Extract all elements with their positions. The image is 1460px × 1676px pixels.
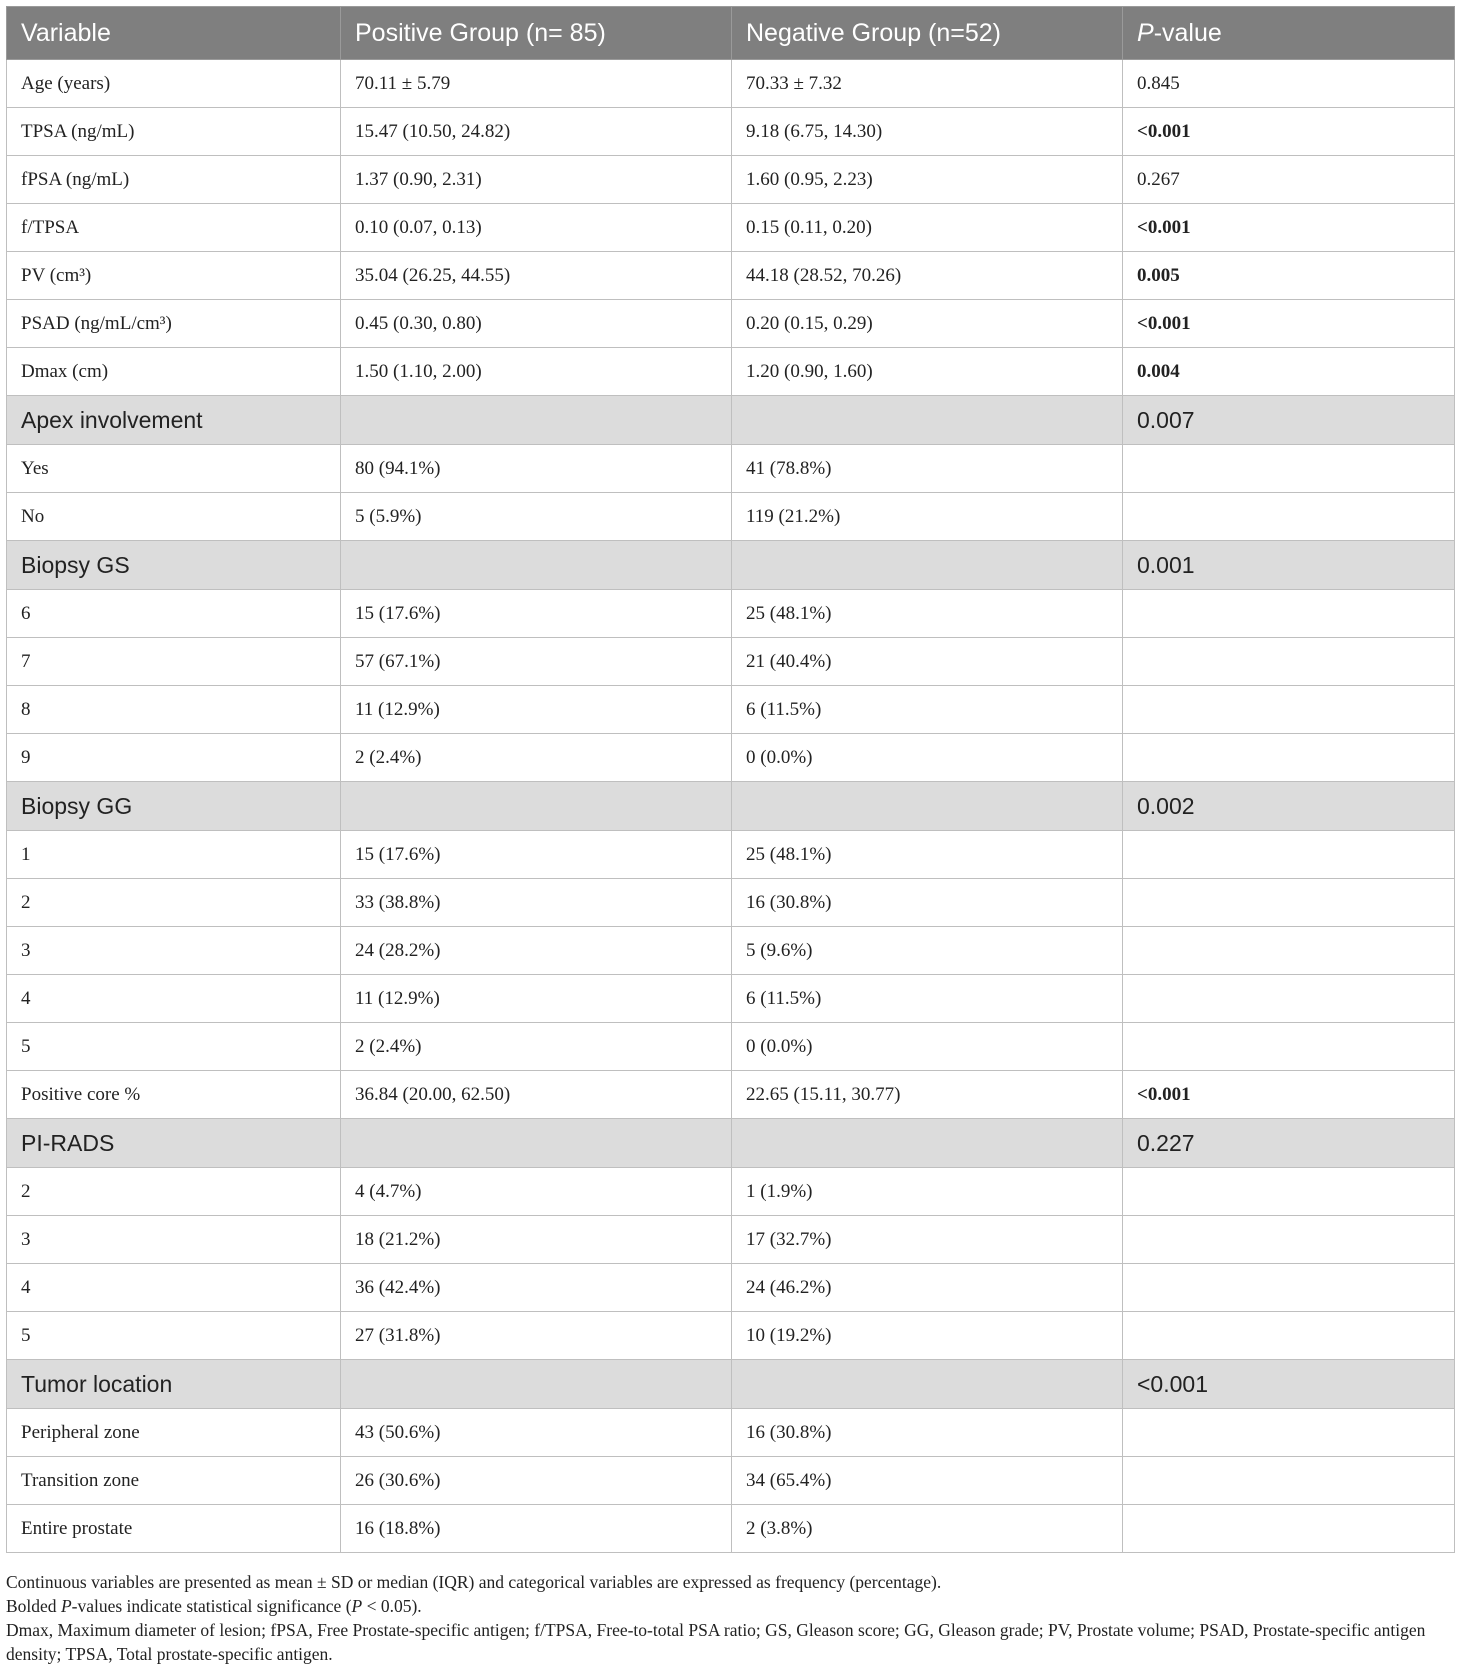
cell-negative: 1 (1.9%) bbox=[732, 1168, 1123, 1216]
header-positive-group: Positive Group (n= 85) bbox=[341, 7, 732, 60]
cell-positive: 0.10 (0.07, 0.13) bbox=[341, 204, 732, 252]
results-table bbox=[6, 6, 1455, 1553]
cell-negative: 16 (30.8%) bbox=[732, 879, 1123, 927]
table-row bbox=[7, 493, 1455, 541]
cell-positive bbox=[341, 396, 732, 445]
cell-positive: 1.37 (0.90, 2.31) bbox=[341, 156, 732, 204]
cell-negative: 10 (19.2%) bbox=[732, 1312, 1123, 1360]
cell-positive bbox=[341, 541, 732, 590]
cell-positive: 35.04 (26.25, 44.55) bbox=[341, 252, 732, 300]
cell-positive: 33 (38.8%) bbox=[341, 879, 732, 927]
cell-variable: 9 bbox=[7, 734, 341, 782]
cell-variable: TPSA (ng/mL) bbox=[7, 108, 341, 156]
cell-positive: 4 (4.7%) bbox=[341, 1168, 732, 1216]
table-row bbox=[7, 1168, 1455, 1216]
table-row bbox=[7, 108, 1455, 156]
cell-negative bbox=[732, 1360, 1123, 1409]
table-row bbox=[7, 1023, 1455, 1071]
footnote-1: Continuous variables are presented as mean ± SD or median (IQR) and categorical variables are expressed as frequency (percentage). bbox=[6, 1572, 942, 1592]
section-p-value: 0.007 bbox=[1123, 396, 1455, 445]
cell-negative: 6 (11.5%) bbox=[732, 686, 1123, 734]
section-p-value: 0.227 bbox=[1123, 1119, 1455, 1168]
cell-p-value: <0.001 bbox=[1123, 108, 1455, 156]
cell-variable: 4 bbox=[7, 1264, 341, 1312]
cell-positive: 24 (28.2%) bbox=[341, 927, 732, 975]
footnote-2-mid: -values indicate statistical significance ( bbox=[71, 1596, 352, 1616]
cell-negative: 17 (32.7%) bbox=[732, 1216, 1123, 1264]
cell-positive: 15.47 (10.50, 24.82) bbox=[341, 108, 732, 156]
cell-variable: Dmax (cm) bbox=[7, 348, 341, 396]
cell-positive: 5 (5.9%) bbox=[341, 493, 732, 541]
cell-variable: 5 bbox=[7, 1023, 341, 1071]
cell-variable: 2 bbox=[7, 879, 341, 927]
cell-negative bbox=[732, 396, 1123, 445]
cell-variable: PSAD (ng/mL/cm³) bbox=[7, 300, 341, 348]
cell-positive: 18 (21.2%) bbox=[341, 1216, 732, 1264]
cell-negative: 0.15 (0.11, 0.20) bbox=[732, 204, 1123, 252]
cell-variable: 4 bbox=[7, 975, 341, 1023]
cell-negative: 1.20 (0.90, 1.60) bbox=[732, 348, 1123, 396]
cell-p-value bbox=[1123, 831, 1455, 879]
table-row bbox=[7, 1264, 1455, 1312]
table-row bbox=[7, 252, 1455, 300]
section-row-pi-rads bbox=[7, 1119, 1455, 1168]
table-row bbox=[7, 638, 1455, 686]
table-row bbox=[7, 590, 1455, 638]
cell-variable: PV (cm³) bbox=[7, 252, 341, 300]
header-p-value bbox=[1123, 7, 1455, 60]
cell-positive: 11 (12.9%) bbox=[341, 975, 732, 1023]
cell-variable: fPSA (ng/mL) bbox=[7, 156, 341, 204]
cell-p-value bbox=[1123, 879, 1455, 927]
cell-negative: 0.20 (0.15, 0.29) bbox=[732, 300, 1123, 348]
cell-positive: 27 (31.8%) bbox=[341, 1312, 732, 1360]
footnote-2-p: P bbox=[60, 1596, 72, 1616]
cell-variable: Peripheral zone bbox=[7, 1409, 341, 1457]
section-label: PI-RADS bbox=[7, 1119, 341, 1168]
cell-p-value: 0.005 bbox=[1123, 252, 1455, 300]
section-p-value: 0.002 bbox=[1123, 782, 1455, 831]
table-row bbox=[7, 445, 1455, 493]
cell-negative: 5 (9.6%) bbox=[732, 927, 1123, 975]
cell-negative: 41 (78.8%) bbox=[732, 445, 1123, 493]
cell-negative: 1.60 (0.95, 2.23) bbox=[732, 156, 1123, 204]
cell-negative bbox=[732, 782, 1123, 831]
cell-p-value bbox=[1123, 1023, 1455, 1071]
cell-positive: 26 (30.6%) bbox=[341, 1457, 732, 1505]
cell-p-value bbox=[1123, 927, 1455, 975]
cell-p-value bbox=[1123, 493, 1455, 541]
cell-positive: 2 (2.4%) bbox=[341, 734, 732, 782]
cell-variable: Transition zone bbox=[7, 1457, 341, 1505]
cell-variable: 2 bbox=[7, 1168, 341, 1216]
table-row bbox=[7, 204, 1455, 252]
table-row bbox=[7, 686, 1455, 734]
table-row bbox=[7, 1505, 1455, 1553]
cell-variable: f/TPSA bbox=[7, 204, 341, 252]
table-row bbox=[7, 1071, 1455, 1119]
cell-positive: 2 (2.4%) bbox=[341, 1023, 732, 1071]
cell-negative bbox=[732, 541, 1123, 590]
cell-positive bbox=[341, 1360, 732, 1409]
cell-negative: 34 (65.4%) bbox=[732, 1457, 1123, 1505]
footnote-2-pre: Bolded bbox=[6, 1596, 61, 1616]
cell-positive: 1.50 (1.10, 2.00) bbox=[341, 348, 732, 396]
cell-negative: 22.65 (15.11, 30.77) bbox=[732, 1071, 1123, 1119]
section-p-value: <0.001 bbox=[1123, 1360, 1455, 1409]
cell-negative: 21 (40.4%) bbox=[732, 638, 1123, 686]
cell-p-value: 0.845 bbox=[1123, 60, 1455, 108]
cell-variable: 3 bbox=[7, 927, 341, 975]
cell-p-value bbox=[1123, 1264, 1455, 1312]
cell-variable: 5 bbox=[7, 1312, 341, 1360]
header-p-rest: -value bbox=[1153, 18, 1222, 47]
cell-p-value: 0.004 bbox=[1123, 348, 1455, 396]
cell-positive: 36.84 (20.00, 62.50) bbox=[341, 1071, 732, 1119]
cell-p-value: 0.267 bbox=[1123, 156, 1455, 204]
cell-p-value bbox=[1123, 1312, 1455, 1360]
table-header-row bbox=[7, 7, 1455, 60]
cell-p-value bbox=[1123, 734, 1455, 782]
cell-positive: 36 (42.4%) bbox=[341, 1264, 732, 1312]
cell-p-value bbox=[1123, 590, 1455, 638]
footnote-3: Dmax, Maximum diameter of lesion; fPSA, Free Prostate-specific antigen; f/TPSA, Free-to-total PSA ratio; GS, Gleason score; GG, Gleason grade; PV, Prostate volume; PSAD, Prostate-specific antigen density; TPSA, Total prostate-specific antigen. bbox=[6, 1620, 1426, 1664]
section-label: Biopsy GS bbox=[7, 541, 341, 590]
footnote-2-p2: P bbox=[351, 1596, 363, 1616]
section-label: Biopsy GG bbox=[7, 782, 341, 831]
cell-negative: 24 (46.2%) bbox=[732, 1264, 1123, 1312]
cell-negative: 16 (30.8%) bbox=[732, 1409, 1123, 1457]
cell-p-value bbox=[1123, 1168, 1455, 1216]
section-p-value: 0.001 bbox=[1123, 541, 1455, 590]
table-row bbox=[7, 300, 1455, 348]
cell-p-value: <0.001 bbox=[1123, 300, 1455, 348]
cell-p-value bbox=[1123, 975, 1455, 1023]
cell-negative: 9.18 (6.75, 14.30) bbox=[732, 108, 1123, 156]
section-row-biopsy-gs bbox=[7, 541, 1455, 590]
footnote-2-post: < 0.05). bbox=[362, 1596, 422, 1616]
cell-negative: 6 (11.5%) bbox=[732, 975, 1123, 1023]
cell-positive: 80 (94.1%) bbox=[341, 445, 732, 493]
cell-variable: Positive core % bbox=[7, 1071, 341, 1119]
table-row bbox=[7, 927, 1455, 975]
cell-positive: 15 (17.6%) bbox=[341, 590, 732, 638]
header-negative-group: Negative Group (n=52) bbox=[732, 7, 1123, 60]
cell-negative: 0 (0.0%) bbox=[732, 1023, 1123, 1071]
header-variable: Variable bbox=[7, 7, 341, 60]
cell-p-value bbox=[1123, 445, 1455, 493]
header-p-italic: P bbox=[1137, 18, 1154, 47]
cell-variable: 8 bbox=[7, 686, 341, 734]
table-row bbox=[7, 156, 1455, 204]
table-row bbox=[7, 60, 1455, 108]
table-row bbox=[7, 1457, 1455, 1505]
table-row bbox=[7, 975, 1455, 1023]
cell-positive: 11 (12.9%) bbox=[341, 686, 732, 734]
cell-p-value: <0.001 bbox=[1123, 1071, 1455, 1119]
cell-variable: Entire prostate bbox=[7, 1505, 341, 1553]
cell-negative: 0 (0.0%) bbox=[732, 734, 1123, 782]
cell-variable: Yes bbox=[7, 445, 341, 493]
cell-p-value: <0.001 bbox=[1123, 204, 1455, 252]
cell-p-value bbox=[1123, 1457, 1455, 1505]
cell-negative: 25 (48.1%) bbox=[732, 831, 1123, 879]
cell-positive: 0.45 (0.30, 0.80) bbox=[341, 300, 732, 348]
table-row bbox=[7, 1216, 1455, 1264]
table-footnotes bbox=[6, 1570, 1458, 1666]
cell-p-value bbox=[1123, 686, 1455, 734]
section-label: Tumor location bbox=[7, 1360, 341, 1409]
cell-variable: 3 bbox=[7, 1216, 341, 1264]
table-row bbox=[7, 879, 1455, 927]
cell-positive: 43 (50.6%) bbox=[341, 1409, 732, 1457]
table-row bbox=[7, 1409, 1455, 1457]
table-row bbox=[7, 348, 1455, 396]
cell-variable: 1 bbox=[7, 831, 341, 879]
cell-variable: No bbox=[7, 493, 341, 541]
section-row-tumor-location bbox=[7, 1360, 1455, 1409]
section-row-apex-involvement bbox=[7, 396, 1455, 445]
cell-negative: 44.18 (28.52, 70.26) bbox=[732, 252, 1123, 300]
cell-p-value bbox=[1123, 1505, 1455, 1553]
cell-positive: 16 (18.8%) bbox=[341, 1505, 732, 1553]
cell-variable: 6 bbox=[7, 590, 341, 638]
cell-negative bbox=[732, 1119, 1123, 1168]
section-label: Apex involvement bbox=[7, 396, 341, 445]
cell-variable: 7 bbox=[7, 638, 341, 686]
cell-p-value bbox=[1123, 1409, 1455, 1457]
cell-p-value bbox=[1123, 638, 1455, 686]
table-container bbox=[6, 6, 1454, 1553]
cell-positive: 57 (67.1%) bbox=[341, 638, 732, 686]
cell-positive bbox=[341, 1119, 732, 1168]
table-row bbox=[7, 734, 1455, 782]
cell-negative: 2 (3.8%) bbox=[732, 1505, 1123, 1553]
section-row-biopsy-gg bbox=[7, 782, 1455, 831]
cell-negative: 25 (48.1%) bbox=[732, 590, 1123, 638]
cell-negative: 70.33 ± 7.32 bbox=[732, 60, 1123, 108]
table-row bbox=[7, 1312, 1455, 1360]
footnote-2 bbox=[6, 1594, 1458, 1618]
table-row bbox=[7, 831, 1455, 879]
cell-positive: 70.11 ± 5.79 bbox=[341, 60, 732, 108]
cell-positive bbox=[341, 782, 732, 831]
cell-positive: 15 (17.6%) bbox=[341, 831, 732, 879]
cell-p-value bbox=[1123, 1216, 1455, 1264]
cell-variable: Age (years) bbox=[7, 60, 341, 108]
cell-negative: 119 (21.2%) bbox=[732, 493, 1123, 541]
